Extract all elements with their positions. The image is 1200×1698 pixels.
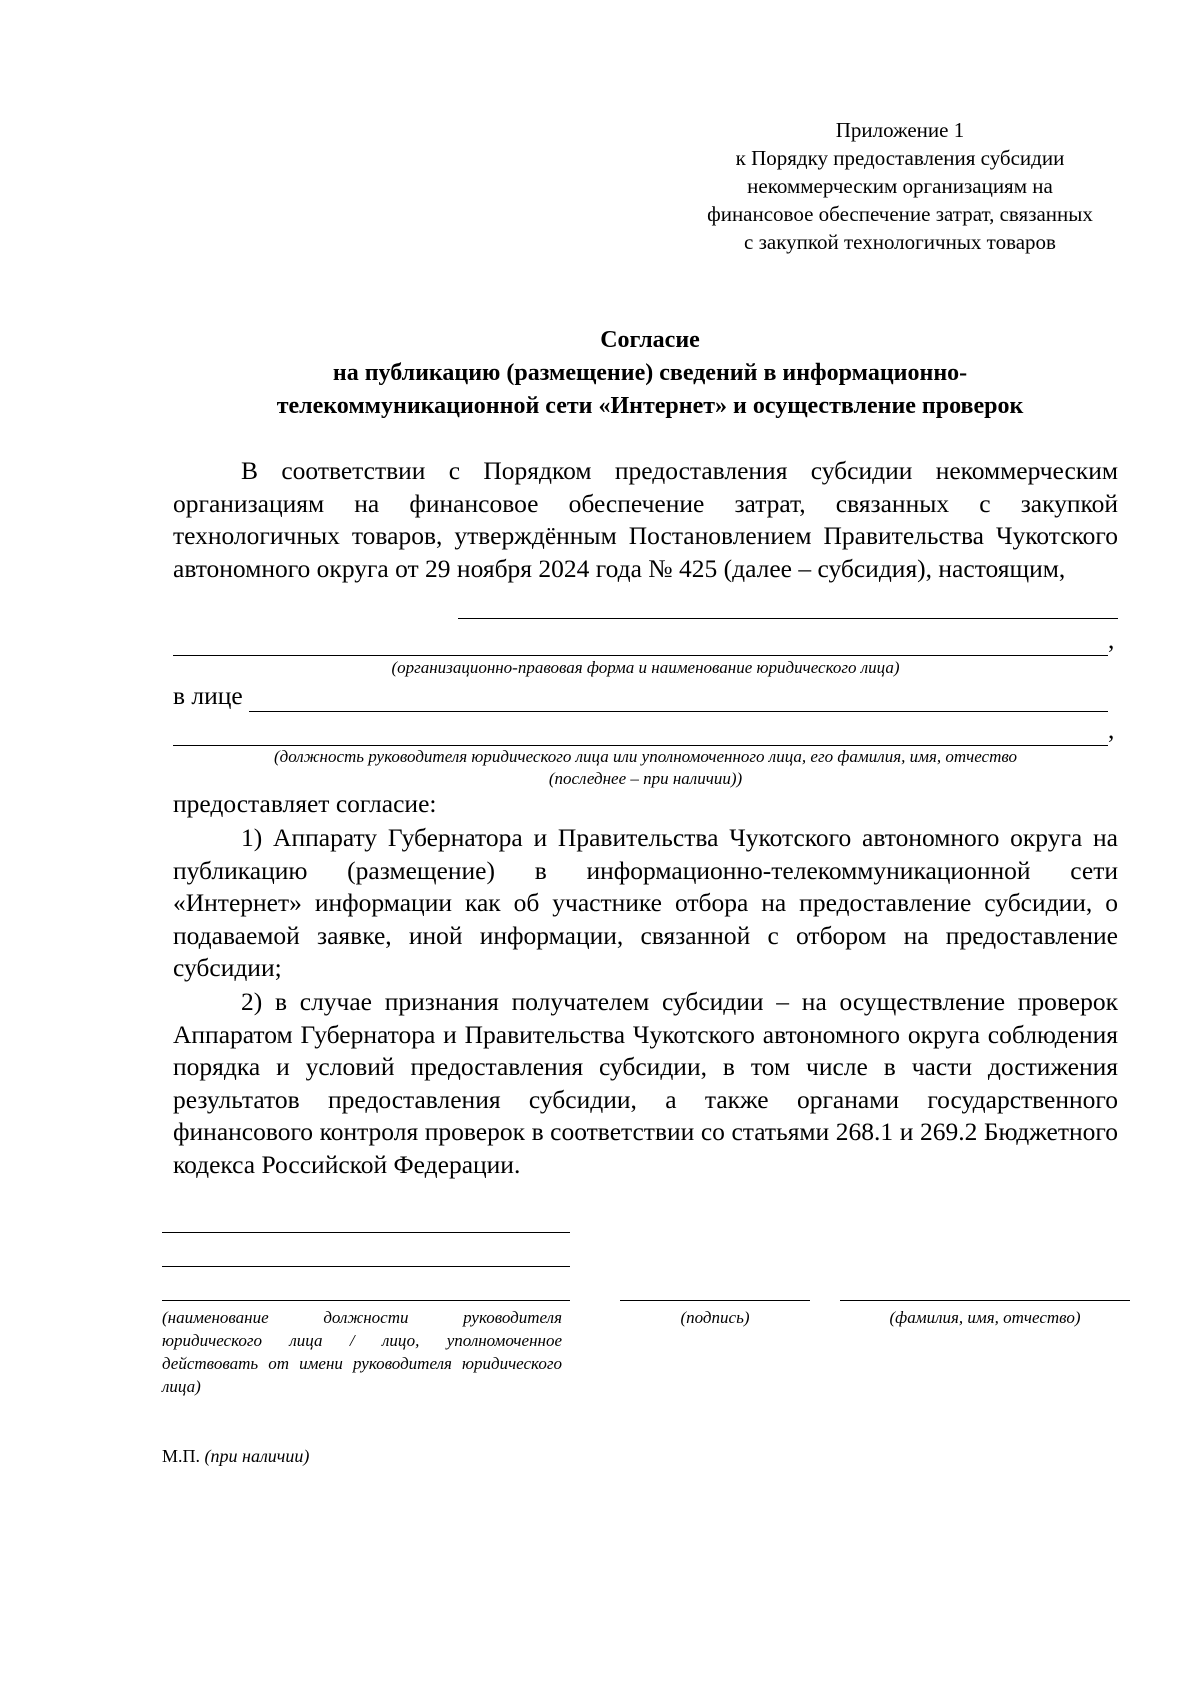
appendix-header — [660, 116, 1140, 256]
signature-field-line[interactable] — [620, 1300, 810, 1301]
consent-item-2: 2) в случае признания получателем субсидии – на осуществление проверок Аппаратом Губернатора и Правительства Чукотского автономного округа соблюдения порядка и условий предоставления субсидии, в том числе в части достижения результатов предоставления субсидии, а также органами государственного финансового контроля проверок в соответствии со статьями 268.1 и 269.2 Бюджетного кодекса Российской Федерации. — [173, 987, 1118, 1179]
position-field-line3[interactable] — [162, 1300, 570, 1301]
title-line: телекоммуникационной сети «Интернет» и осуществление проверок — [276, 393, 1024, 419]
appendix-line: Приложение 1 — [835, 118, 965, 142]
intro-paragraph — [173, 455, 1118, 585]
in-person-label: в лице — [173, 681, 243, 710]
org-name-field-line2[interactable] — [173, 633, 1108, 656]
appendix-line: к Порядку предоставления субсидии — [735, 146, 1065, 170]
person-field-line1[interactable] — [249, 689, 1108, 712]
appendix-line: с закупкой технологичных товаров — [744, 230, 1056, 254]
line-comma: , — [1108, 715, 1115, 744]
position-field-line2[interactable] — [162, 1266, 570, 1267]
title-line: на публикацию (размещение) сведений в информационно- — [332, 360, 968, 386]
signature-caption: (подпись) — [680, 1308, 750, 1327]
stamp-note: (при наличии) — [204, 1446, 310, 1466]
person-caption-line: (последнее – при наличии)) — [548, 769, 743, 788]
person-caption-line: (должность руководителя юридического лица или уполномоченного лица, его фамилия, имя, отчество — [273, 747, 1018, 766]
consent-lead: предоставляет согласие: — [173, 789, 437, 818]
person-field-line2[interactable] — [173, 723, 1108, 746]
org-caption: (организационно-правовая форма и наименование юридического лица) — [391, 658, 900, 677]
position-caption: (наименование должности руководителя юридического лица / лицо, уполномоченное действовать от имени руководителя юридического лица) — [162, 1308, 562, 1396]
org-name-field-row — [173, 624, 1118, 656]
consent-item-1: 1) Аппарату Губернатора и Правительства Чукотского автономного округа на публикацию (размещение) в информационно-телекоммуникационной сети «Интернет» информации как об участнике отбора на предоставление субсидии, о подаваемой заявке, иной информации, связанной с отбором на предоставление субсидии; — [173, 823, 1118, 982]
stamp-placeholder — [162, 1444, 309, 1468]
stamp-label: М.П. — [162, 1446, 201, 1466]
in-person-row — [173, 676, 1118, 712]
title-line: Согласие — [600, 327, 700, 353]
org-name-field-line1[interactable] — [458, 618, 1118, 619]
intro-text: В соответствии с Порядком предоставления субсидии некоммерческим организациям на финансовое обеспечение затрат, связанных с закупкой технологичных товаров, утверждённым Постановлением Правительства Чукотского автономного округа от 29 ноября 2024 года № 425 (далее – субсидия), настоящим, — [173, 456, 1118, 583]
person-field-row — [173, 714, 1118, 746]
person-caption — [173, 746, 1118, 790]
line-comma: , — [1108, 625, 1115, 654]
appendix-line: некоммерческим организациям на — [747, 174, 1053, 198]
position-field-line1[interactable] — [162, 1232, 570, 1233]
appendix-line: финансовое обеспечение затрат, связанных — [707, 202, 1093, 226]
fullname-field-line[interactable] — [840, 1300, 1130, 1301]
fullname-caption: (фамилия, имя, отчество) — [889, 1308, 1081, 1327]
document-title — [160, 324, 1140, 423]
